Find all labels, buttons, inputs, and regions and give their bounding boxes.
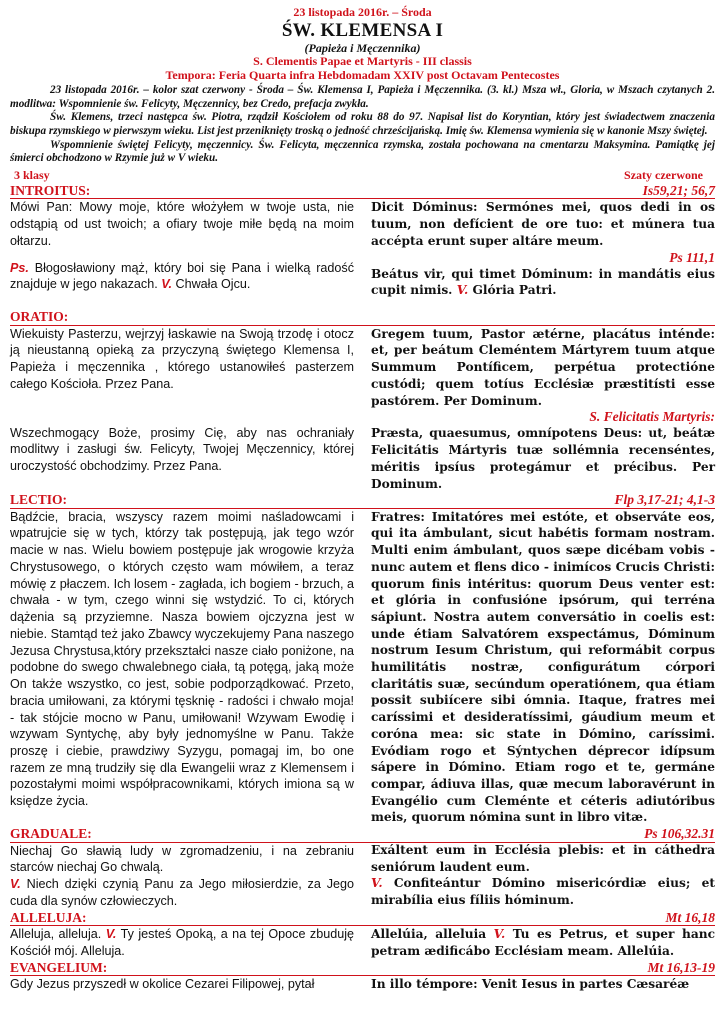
lectio-la: Fratres: Imitatóres mei estóte, et observáte eos, qui ita ámbulant, sicut habétis formam nostram. Multi enim ámbulant, quos sæpe dicébam vobis - nunc autem et flens dico - inimícos Crucis Christi: quorum finis intéritus: quorum Deus venter est: et glória in confusióne ipsórum, qui terréna sápiunt. Nostra autem conversátio in coelis est: unde étiam Salvatórem exspectámus, Dóminum nostrum Iesum Christum, qui reformábit corpus humilitátis nostræ, configurátum córpori claritátis suæ, secúndum operatiónem, qua étiam possit subiícere sibi ómnia. Itaque, fratres mei caríssimi et desideratíssimi, gáudium meum et coróna mea: sic state in Dómino, caríssimi. Evódiam rogo et Sýntychen déprecor idípsum sápere in Dómino. Etiam rogo et te, germáne compar, ádiuva illas, quæ mecum laboravérunt in Evangélio cum Cleménte et céteris adiutóribus meis, quorum nómina sunt in libro vitæ. — [371, 509, 715, 825]
versicle-marker: V. — [105, 927, 117, 942]
polish-column — [10, 926, 354, 959]
vestment-color: Szaty czerwone — [624, 167, 703, 182]
oratio-pl-2: Wszechmogący Boże, prosimy Cię, aby nas ochraniały modlitwy i zasługi św. Felicyty, Twojej Męczennicy, której uroczystość obchodzimy. Przez Pana. — [10, 425, 354, 474]
alleluia-la: Allelúia, alleluia V. Tu es Petrus, et super hanc petram ædificábo Ecclésiam meam. Allelúia. — [371, 927, 715, 958]
versicle-marker: V. — [161, 277, 172, 292]
latin-column — [371, 326, 715, 493]
latin-column — [371, 976, 715, 993]
psalm-la: Beátus vir, qui timet Dóminum: in mandátis eius cupit nimis. V. Glória Patri. — [371, 266, 715, 298]
oratio-heading — [10, 309, 715, 326]
section-reference: Ps 106,32.31 — [644, 825, 715, 841]
psalm-marker: Ps. — [10, 260, 29, 275]
evangelium-la: In illo témpore: Venit Iesus in partes Cæsaréæ — [371, 977, 690, 992]
tempora-line: Tempora: Feria Quarta infra Hebdomadam XXIV post Octavam Pentecostes — [165, 68, 560, 83]
section-reference: Mt 16,13-19 — [647, 959, 715, 975]
oratio-body — [10, 326, 715, 493]
intro-paragraph: Wspomnienie świętej Felicyty, męczennicy. Św. Felicyta, męczennica rzymska, została pochowana na cmentarzu Maksymina. Pamiątkę jej śmierci obchodzono w Rzymie już w V wieku. — [10, 138, 715, 165]
lectio-body — [10, 509, 715, 826]
psalm-pl: Ps. Błogosławiony mąż, który boi się Pana i wielką radość znajduje w jego nakazach. V. Chwała Ojcu. — [10, 260, 354, 292]
section-label: INTROITUS: — [10, 182, 91, 198]
lectio-pl: Bądźcie, bracia, wszyscy razem moimi naśladowcami i wpatrujcie się w tych, którzy tak postępują, jak tego wzór macie w nas. Wielu bowiem postępuje jak wrogowie krzyża Chrystusowego, o których często wam mówiłem, a teraz mówię z płaczem. Ich losem - zagłada, ich bogiem - brzuch, a chwała - w tym, czego winni się wstydzić. To ci, których dążenia są przyziemne. Nasza bowiem ojczyzna jest w niebie. Stamtąd też jako Zbawcy wyczekujemy Pana naszego Jezusa Chrystusa,który przekształci nasze ciało poniżone, na podobne do swego chwalebnego ciała, tą potęgą, jaką może On także wszystko, co jest, sobie podporządkować. Przeto, bracia umiłowani, za którymi tęsknię - radości i chwało moja! - tak stójcie mocno w Panu, umiłowani! Wzywam Ewodię i wzywam Syntychę, aby były jednomyślne w Panu. Także proszę i ciebie, prawdziwy Syzygu, pomagaj im, bo one razem ze mną trudziły się dla Ewangelii wraz z Klemensem i pozostałymi moimi współpracownikami, których imiona są w księdze życia. — [10, 509, 354, 809]
latin-column — [371, 825, 715, 910]
polish-column — [10, 976, 354, 993]
versicle-marker: V. — [10, 877, 21, 892]
polish-column — [10, 843, 354, 910]
lectio-heading — [10, 492, 715, 509]
graduale-pl-1: Niechaj Go sławią ludy w zgromadzeniu, i na zebraniu starców niechaj Go chwalą. — [10, 843, 354, 875]
polish-column — [10, 326, 354, 493]
introitus-la: Dicit Dóminus: Sermónes mei, quos dedi in os tuum, non defícient de ore tuo: et múnera tua accépta erunt super altáre meum. — [371, 200, 715, 248]
graduale-la-1: Exáltent eum in Ecclésia plebis: et in cáthedra seniórum laudent eum. — [371, 842, 715, 874]
section-reference: Is59,21; 56,7 — [642, 182, 715, 198]
polish-column — [10, 509, 354, 826]
intro-paragraph: Św. Klemens, trzeci następca św. Piotra, rządził Kościołem od roku 88 do 97. Napisał list do Koryntian, który jest świadectwem znaczenia biskupa rzymskiego w pierwszym wieku. List jest przeniknięty troską o jedność chrześcijańską. Imię św. Klemensa wymienia się w kanonie Mszy świętej. — [10, 111, 715, 137]
section-label: LECTIO: — [10, 492, 68, 508]
alleluia-pl: Alleluja, alleluja. V. Ty jesteś Opoką, a na tej Opoce zbuduję Kościół mój. Alleluja. — [10, 927, 355, 958]
section-label: ALLELUJA: — [10, 909, 87, 925]
alleluia-body — [10, 926, 715, 959]
commemoration-reference: S. Felicitatis Martyris: — [589, 409, 715, 425]
oratio-pl-1: Wiekuisty Pasterzu, wejrzyj łaskawie na Swoją trzodę i otocz ją nieustanną opieką za przyczyną świętego Klemensa I, Papieża i męczennika , którego ustanowiłeś pasterzem całego Kościoła. Przez Pana. — [10, 326, 354, 391]
section-reference: Mt 16,18 — [665, 909, 715, 925]
class-row — [10, 168, 715, 183]
evangelium-pl: Gdy Jezus przyszedł w okolice Cezarei Filipowej, pytał — [10, 977, 315, 992]
section-label: GRADUALE: — [10, 826, 92, 842]
section-label: EVANGELIUM: — [10, 959, 108, 975]
latin-column — [371, 926, 715, 959]
class-label: 3 klasy — [14, 167, 50, 182]
latin-column — [371, 199, 715, 299]
date-line: 23 listopada 2016r. – Środa — [293, 5, 432, 19]
subtitle: (Papieża i Męczennika) — [304, 40, 421, 55]
graduale-la-2: V. Confiteántur Dómino misericórdiæ eius; et mirabília eius fíliis hóminum. — [371, 876, 715, 907]
evangelium-body — [10, 976, 715, 993]
oratio-la-2: Præsta, quaesumus, omnípotens Deus: ut, beátæ Felicitátis Mártyris tuæ sollémnia recenséntes, méritis ipsíus protegámur et précibus. Per Dominum. — [371, 426, 715, 491]
alleluia-heading — [10, 910, 715, 927]
psalm-reference: Ps 111,1 — [669, 249, 715, 265]
intro-notes — [10, 84, 715, 166]
graduale-pl-2: V. Niech dzięki czynią Panu za Jego miłosierdzie, za Jego cuda dla synów człowieczych. — [10, 877, 355, 908]
section-label: ORATIO: — [10, 309, 69, 325]
polish-column — [10, 199, 354, 299]
section-reference: Flp 3,17-21; 4,1-3 — [614, 492, 715, 508]
latin-title: S. Clementis Papae et Martyris - III classis — [253, 54, 472, 69]
versicle-marker: V. — [456, 283, 469, 298]
introitus-body — [10, 199, 715, 299]
introitus-pl: Mówi Pan: Mowy moje, które włożyłem w twoje usta, nie odstąpią od ust twoich; a ofiary twoje miłe będą na moim ołtarzu. — [10, 200, 354, 248]
intro-paragraph: 23 listopada 2016r. – kolor szat czerwony - Środa – Św. Klemensa I, Papieża i Męczennika. (3. kl.) Msza wł., Gloria, w Mszach czytanych 2. modlitwa: Wspomnienie św. Felicyty, Męczennicy, bez Credo, prefacja zwykła. — [10, 84, 715, 110]
latin-column — [371, 509, 715, 826]
oratio-la-1: Gregem tuum, Pastor ætérne, placátus inténde: et, per beátum Cleméntem Mártyrem tuum atque Summum Pontíficem, perpétua protectióne custódi; quem totíus Ecclésiæ præstitísti esse pastórem. Per Dominum. — [371, 326, 715, 408]
evangelium-heading — [10, 960, 715, 977]
versicle-marker: V. — [493, 927, 506, 942]
header — [10, 6, 715, 83]
introitus-heading — [10, 183, 715, 200]
versicle-marker: V. — [371, 876, 383, 891]
page-title: ŚW. KLEMENSA I — [281, 19, 444, 41]
